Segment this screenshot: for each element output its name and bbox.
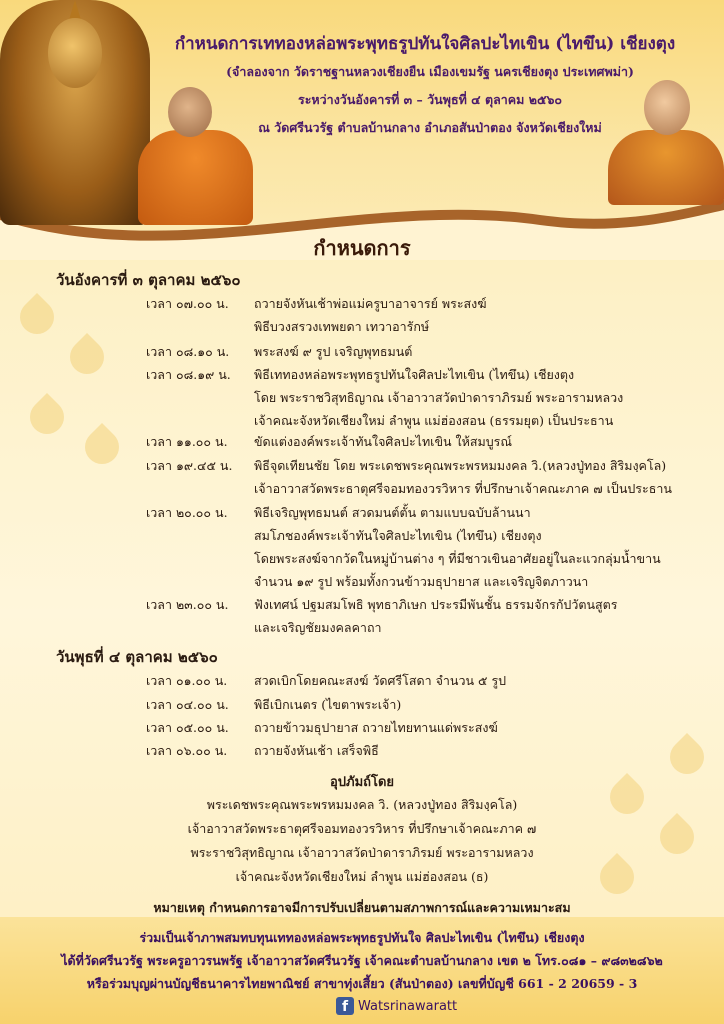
poster-title: กำหนดการเททองหล่อพระพุทธรูปทันใจศิลปะไทเขิน (ไทขึน) เชียงตุง <box>174 34 676 54</box>
bank-account-line: หรือร่วมบุญผ่านบัญชีธนาคารไทยพาณิชย์ สาขาทุ่งเสี้ยว (สันป่าตอง) เลขที่บัญชี 661 - 2 20659 - 3 <box>86 976 638 991</box>
schedule-description <box>254 501 709 593</box>
schedule-description <box>254 669 709 692</box>
facebook-link[interactable] <box>336 996 457 1016</box>
day-heading: วันพุธที่ ๔ ตุลาคม ๒๕๖๐ <box>56 648 218 666</box>
patron-line: พระเดชพระคุณพระพรหมมงคล วิ. (หลวงปู่ทอง สิริมงฺคโล) <box>206 797 518 812</box>
schedule-description <box>254 593 709 639</box>
remark-note: หมายเหตุ กำหนดการอาจมีการปรับเปลี่ยนตามสภาพการณ์และความเหมาะสม <box>153 900 571 915</box>
bodhi-leaf-decoration <box>63 333 111 381</box>
schedule-time: เวลา ๐๔.๐๐ น. <box>146 697 229 712</box>
schedule-description <box>254 292 709 338</box>
schedule-description-line: สมโภชองค์พระเจ้าทันใจศิลปะไทเขิน (ไทขึน) เชียงตุง <box>254 528 542 543</box>
day-heading: วันอังคารที่ ๓ ตุลาคม ๒๕๖๐ <box>56 271 241 289</box>
schedule-description-line: ฟังเทศน์ ปฐมสมโพธิ พุทธาภิเษก ประรมีพันชั้น ธรรมจักรกัปวัตนสูตร <box>254 597 618 612</box>
schedule-description <box>254 716 709 739</box>
event-dates: ระหว่างวันอังคารที่ ๓ – วันพุธที่ ๔ ตุลาคม ๒๕๖๐ <box>297 92 563 107</box>
schedule-description-line: เจ้าอาวาสวัดพระธาตุศรีจอมทองวรวิหาร ที่ปรึกษาเจ้าคณะภาค ๗ เป็นประธาน <box>254 481 672 496</box>
schedule-time: เวลา ๐๗.๐๐ น. <box>146 296 229 311</box>
event-venue: ณ วัดศรีนวรัฐ ตำบลบ้านกลาง อำเภอสันป่าตอง จังหวัดเชียงใหม่ <box>258 120 602 135</box>
schedule-description <box>254 430 709 453</box>
donation-line: ร่วมเป็นเจ้าภาพสมทบทุนเททองหล่อพระพุทธรูปทันใจ ศิลปะไทเขิน (ไทขึน) เชียงตุง <box>139 930 585 945</box>
facebook-page-name[interactable]: Watsrinawaratt <box>358 998 458 1014</box>
schedule-description <box>254 693 709 716</box>
schedule-description-line: พิธีเททองหล่อพระพุทธรูปทันใจศิลปะไทเขิน (ไทขึน) เชียงตุง <box>254 367 575 382</box>
schedule-description <box>254 340 709 363</box>
poster-subtitle: (จำลองจาก วัดราชฐานหลวงเชียงยืน เมืองเขมรัฐ นครเชียงตุง ประเทศพม่า) <box>226 64 634 79</box>
schedule-description-line: โดยพระสงฆ์จากวัดในหมู่บ้านต่าง ๆ ที่มีชาวเขินอาศัยอยู่ในละแวกลุ่มน้ำขาน <box>254 551 661 566</box>
schedule-time: เวลา ๑๙.๔๕ น. <box>146 458 233 473</box>
schedule-description-line: ขัดแต่งองค์พระเจ้าทันใจศิลปะไทเขิน ให้สมบูรณ์ <box>254 434 512 449</box>
patrons-heading: อุปภัมถ์โดย <box>329 775 395 790</box>
bodhi-leaf-decoration <box>23 393 71 441</box>
schedule-description-line: ถวายจังหันเช้า เสร็จพิธี <box>254 743 379 758</box>
facebook-icon: f <box>336 997 354 1015</box>
schedule-description-line: พระสงฆ์ ๙ รูป เจริญพุทธมนต์ <box>254 344 413 359</box>
schedule-description-line: และเจริญชัยมงคลคาถา <box>254 620 382 635</box>
schedule-description <box>254 454 709 500</box>
patron-line: พระราชวิสุทธิญาณ เจ้าอาวาสวัดป่าดาราภิรมย์ พระอารามหลวง <box>190 845 534 860</box>
schedule-description-line: พิธีจุดเทียนชัย โดย พระเดชพระคุณพระพรหมมงคล วิ.(หลวงปู่ทอง สิริมงฺคโล) <box>254 458 667 473</box>
bodhi-leaf-decoration <box>13 293 61 341</box>
schedule-description-line: เจ้าคณะจังหวัดเชียงใหม่ ลำพูน แม่ฮ่องสอน (ธรรมยุต) เป็นประธาน <box>254 413 614 428</box>
schedule-description-line: จำนวน ๑๙ รูป พร้อมทั้งกวนข้าวมธุปายาส และเจริญจิตภาวนา <box>254 574 589 589</box>
schedule-description-line: พิธีเบิกเนตร (ไขตาพระเจ้า) <box>254 697 402 712</box>
schedule-time: เวลา ๒๐.๐๐ น. <box>146 505 228 520</box>
contact-line: ได้ที่วัดศรีนวรัฐ พระครูอาวรนพรัฐ เจ้าอาวาสวัดศรีนวรัฐ เจ้าคณะตำบลบ้านกลาง เขต ๒ โทร.๐๘๑ – ๙๘๓๒๘๖๒ <box>61 953 663 968</box>
schedule-time: เวลา ๑๑.๐๐ น. <box>146 434 228 449</box>
schedule-description-line: พิธีบวงสรวงเทพยดา เทวาอารักษ์ <box>254 319 430 334</box>
schedule-description <box>254 363 709 432</box>
bodhi-leaf-decoration <box>78 423 126 471</box>
schedule-time: เวลา ๐๕.๐๐ น. <box>146 720 229 735</box>
schedule-description-line: สวดเบิกโดยคณะสงฆ์ วัดศรีโสดา จำนวน ๕ รูป <box>254 673 507 688</box>
patron-line: เจ้าอาวาสวัดพระธาตุศรีจอมทองวรวิหาร ที่ปรึกษาเจ้าคณะภาค ๗ <box>187 821 537 836</box>
schedule-time: เวลา ๐๘.๑๙ น. <box>146 367 231 382</box>
schedule-description-line: พิธีเจริญพุทธมนต์ สวดมนต์ตั้น ตามแบบฉบับล้านนา <box>254 505 531 520</box>
schedule-time: เวลา ๒๓.๐๐ น. <box>146 597 229 612</box>
patron-line: เจ้าคณะจังหวัดเชียงใหม่ ลำพูน แม่ฮ่องสอน (ธ) <box>235 869 489 884</box>
schedule-title: กำหนดการ <box>313 236 411 260</box>
schedule-description-line: ถวายจังหันเช้าพ่อแม่ครูบาอาจารย์ พระสงฆ์ <box>254 296 487 311</box>
schedule-description-line: ถวายข้าวมธุปายาส ถวายไทยทานแด่พระสงฆ์ <box>254 720 498 735</box>
schedule-time: เวลา ๐๑.๐๐ น. <box>146 673 228 688</box>
schedule-description <box>254 739 709 762</box>
schedule-description-line: โดย พระราชวิสุทธิญาณ เจ้าอาวาสวัดป่าดาราภิรมย์ พระอารามหลวง <box>254 390 624 405</box>
schedule-time: เวลา ๐๖.๐๐ น. <box>146 743 228 758</box>
schedule-time: เวลา ๐๘.๑๐ น. <box>146 344 230 359</box>
